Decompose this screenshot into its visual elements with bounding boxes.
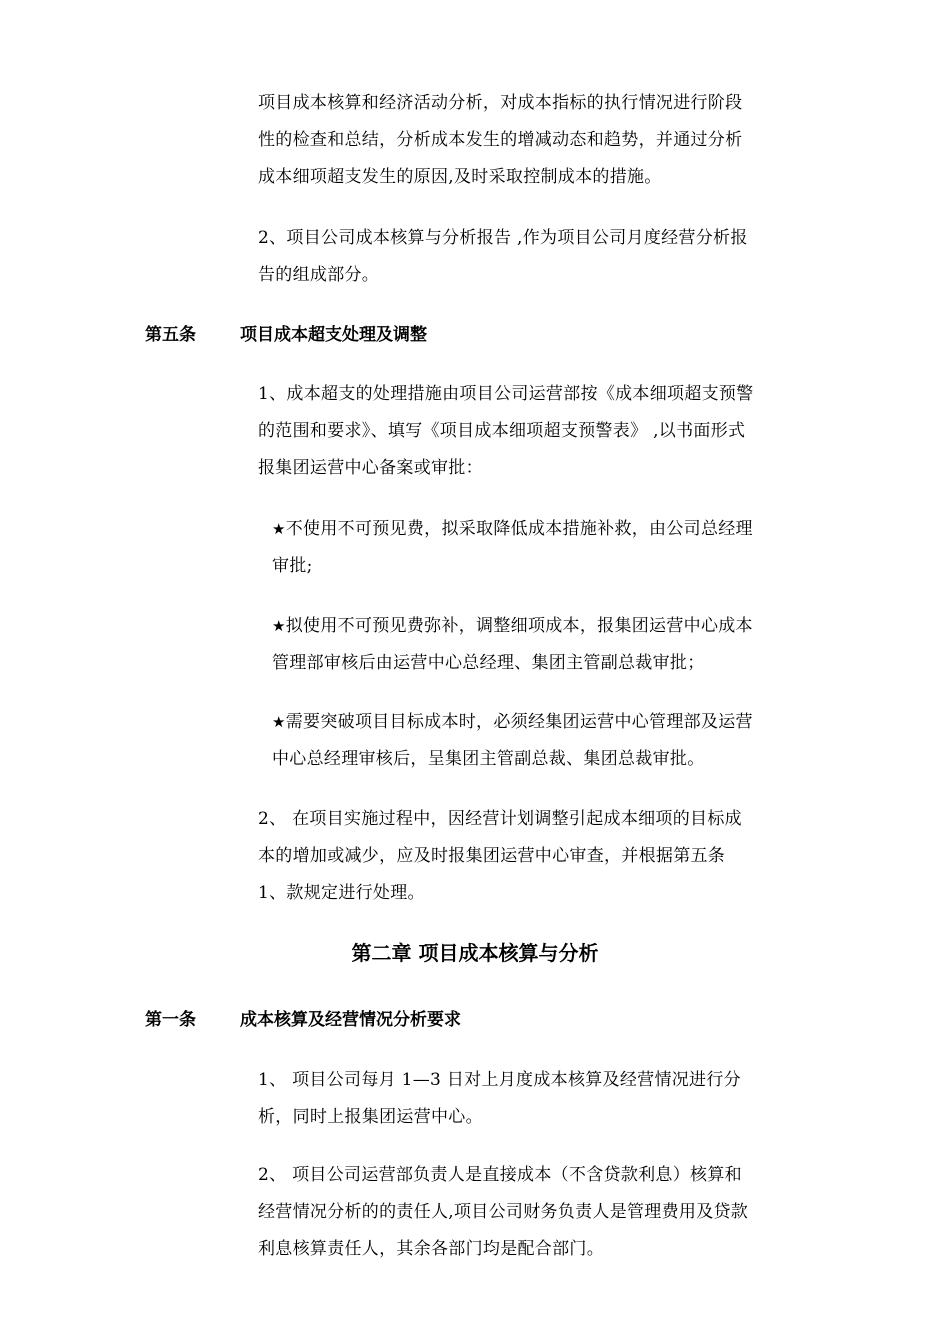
- text-line: 性的检查和总结，分析成本发生的增减动态和趋势，并通过分析: [258, 130, 743, 150]
- text-line: 报集团运营中心备案或审批：: [258, 458, 483, 478]
- paragraph-adjustment-item-2: [258, 801, 742, 912]
- article-number: 第五条: [145, 325, 196, 345]
- chapter-title: 第二章 项目成本核算与分析: [351, 941, 599, 965]
- article-title: 项目成本超支处理及调整: [240, 325, 427, 345]
- text-line: 1、款规定进行处理。: [258, 883, 425, 903]
- star-icon: ★: [272, 520, 286, 538]
- text-line: 2、 项目公司运营部负责人是直接成本（不含贷款利息）核算和: [258, 1165, 742, 1185]
- article-heading-5: [145, 323, 427, 347]
- text-line: 的范围和要求》、填写《项目成本细项超支预警表》 ,以书面形式: [258, 421, 746, 441]
- text-line: 拟使用不可预见费弥补，调整细项成本，报集团运营中心成本: [285, 616, 753, 636]
- star-icon: ★: [272, 617, 286, 635]
- paragraph-responsibility-item-2: [258, 1157, 748, 1268]
- paragraph-overspend-item-1: [258, 376, 754, 487]
- article-title: 成本核算及经营情况分析要求: [240, 1010, 461, 1030]
- text-line: 审批;: [272, 556, 313, 576]
- article-number: 第一条: [145, 1010, 196, 1030]
- paragraph-cost-analysis: [258, 85, 742, 196]
- text-line: 利息核算责任人，其余各部门均是配合部门。: [258, 1239, 604, 1259]
- text-line: 中心总经理审核后，呈集团主管副总裁、集团总裁审批。: [272, 749, 705, 769]
- paragraph-monthly-item-1: [258, 1062, 741, 1136]
- bullet-item-3: [272, 704, 753, 778]
- paragraph-report-item-2: [258, 220, 748, 294]
- text-line: 管理部审核后由运营中心总经理、集团主管副总裁审批；: [272, 653, 705, 673]
- text-line: 经营情况分析的的责任人,项目公司财务负责人是管理费用及贷款: [258, 1202, 749, 1222]
- text-line: 本的增加或减少，应及时报集团运营中心审查，并根据第五条: [258, 846, 726, 866]
- text-line: 析，同时上报集团运营中心。: [258, 1107, 483, 1127]
- bullet-item-1: [272, 511, 753, 585]
- star-icon: ★: [272, 713, 286, 731]
- text-line: 需要突破项目目标成本时，必须经集团运营中心管理部及运营: [285, 712, 753, 732]
- text-line: 1、成本超支的处理措施由项目公司运营部按《成本细项超支预警: [258, 384, 754, 404]
- text-line: 1、 项目公司每月 1—3 日对上月度成本核算及经营情况进行分: [258, 1070, 741, 1090]
- text-line: 2、项目公司成本核算与分析报告 ,作为项目公司月度经营分析报: [258, 228, 748, 248]
- bullet-item-2: [272, 608, 753, 682]
- text-line: 告的组成部分。: [258, 265, 380, 285]
- text-line: 2、 在项目实施过程中，因经营计划调整引起成本细项的目标成: [258, 809, 742, 829]
- text-line: 成本细项超支发生的原因,及时采取控制成本的措施。: [258, 167, 662, 187]
- text-line: 项目成本核算和经济活动分析，对成本指标的执行情况进行阶段: [258, 93, 743, 113]
- article-heading-1: [145, 1008, 461, 1032]
- text-line: 不使用不可预见费，拟采取降低成本措施补救，由公司总经理: [285, 519, 753, 539]
